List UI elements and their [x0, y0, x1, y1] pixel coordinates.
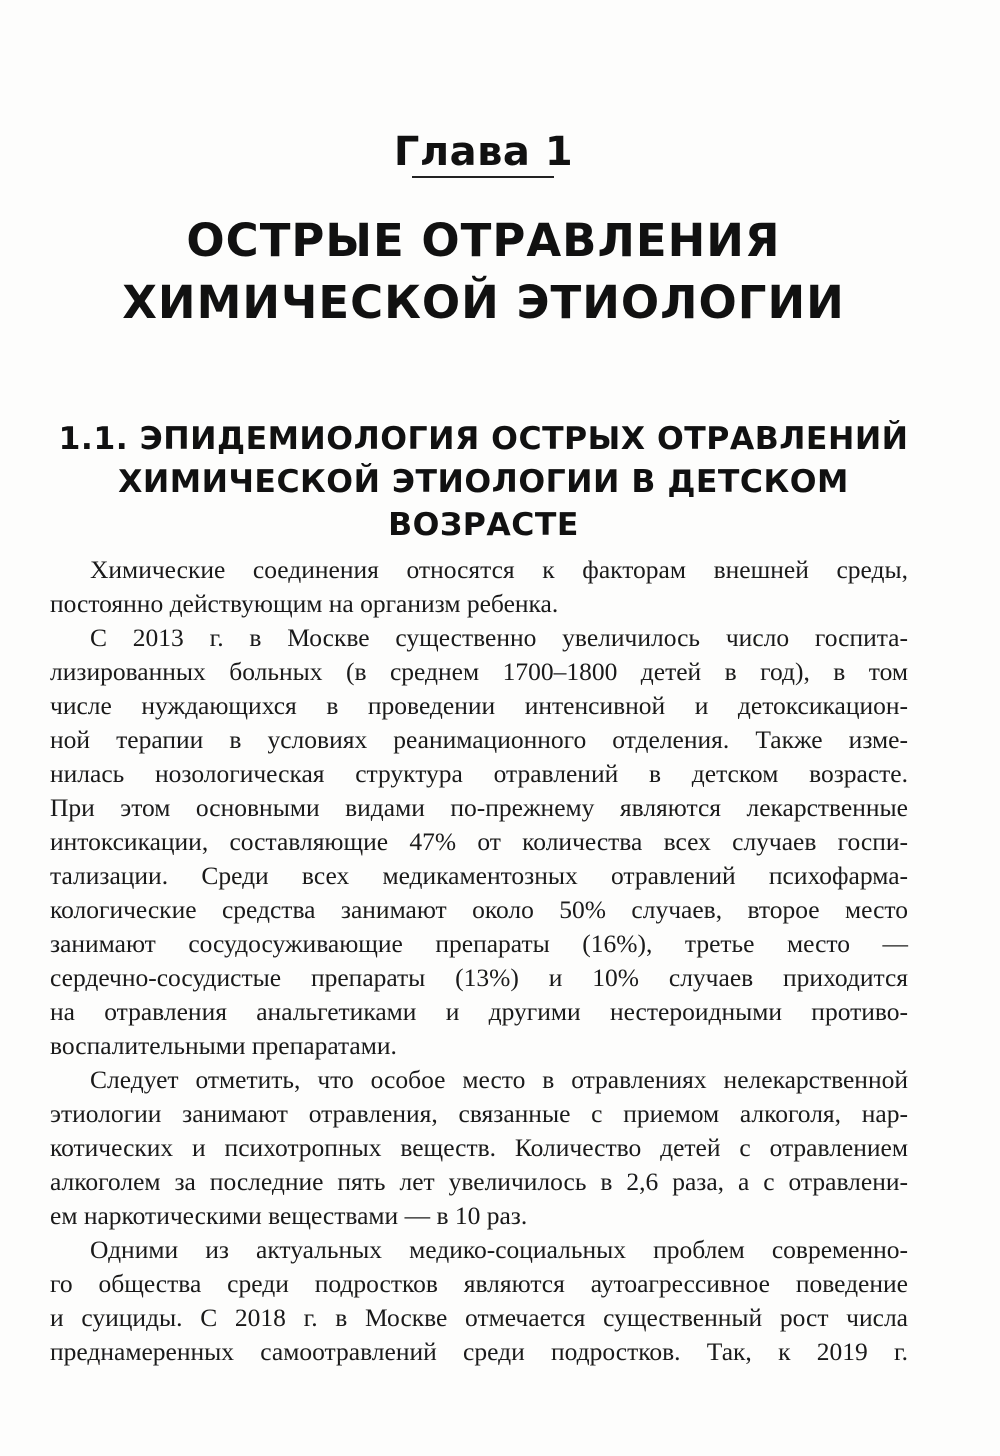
text-line: на отравления анальгетиками и другими нестероидными противо- [50, 997, 908, 1026]
text-line: ной терапии в условиях реанимационного отделения. Также изме- [50, 725, 908, 754]
text-line: числе нуждающихся в проведении интенсивной и детоксикацион- [50, 691, 908, 720]
chapter-label: Глава 1 [393, 129, 574, 175]
text-line: тализации. Среди всех медикаментозных отравлений психофарма- [50, 861, 908, 890]
chapter-title-line: ОСТРЫЕ ОТРАВЛЕНИЯ [186, 214, 781, 267]
section-title-line: ВОЗРАСТЕ [388, 507, 579, 543]
chapter-title [0, 210, 967, 334]
text-line: постоянно действующим на организм ребенка. [50, 589, 559, 618]
text-line: нилась нозологическая структура отравлений в детском возрасте. [50, 759, 908, 788]
text-line: этиологии занимают отравления, связанные с приемом алкоголя, нар- [50, 1099, 908, 1128]
chapter-title-line: ХИМИЧЕСКОЙ ЭТИОЛОГИИ [122, 276, 845, 329]
text-line: ем наркотическими веществами — в 10 раз. [50, 1201, 528, 1230]
paragraph [50, 1233, 908, 1369]
text-line: воспалительными препаратами. [50, 1031, 397, 1060]
chapter-underline [412, 176, 554, 178]
section-title-line: ХИМИЧЕСКОЙ ЭТИОЛОГИИ В ДЕТСКОМ [118, 464, 849, 500]
paragraph [50, 553, 908, 621]
paragraph [50, 621, 908, 1063]
section-title-line: 1.1. ЭПИДЕМИОЛОГИЯ ОСТРЫХ ОТРАВЛЕНИЙ [58, 421, 909, 457]
text-line: котических и психотропных веществ. Количество детей с отравлением [50, 1133, 908, 1162]
text-line: С 2013 г. в Москве существенно увеличилось число госпита- [90, 623, 908, 652]
section-title [0, 418, 967, 547]
text-line: занимают сосудосуживающие препараты (16%), третье место — [50, 929, 908, 958]
text-line: лизированных больных (в среднем 1700–1800 детей в год), в том [50, 657, 908, 686]
body-text [50, 553, 908, 1369]
text-line: кологические средства занимают около 50% случаев, второе место [50, 895, 908, 924]
text-line: При этом основными видами по-прежнему являются лекарственные [50, 793, 908, 822]
text-line: интоксикации, составляющие 47% от количества всех случаев госпи- [50, 827, 908, 856]
text-line: Следует отметить, что особое место в отравлениях нелекарственной [90, 1065, 908, 1094]
paragraph [50, 1063, 908, 1233]
text-line: алкоголем за последние пять лет увеличилось в 2,6 раза, а с отравлени- [50, 1167, 908, 1196]
text-line: и суициды. С 2018 г. в Москве отмечается существенный рост числа [50, 1303, 908, 1332]
text-line: сердечно-сосудистые препараты (13%) и 10% случаев приходится [50, 963, 908, 992]
text-line: го общества среди подростков являются аутоагрессивное поведение [50, 1269, 908, 1298]
text-line: Одними из актуальных медико-социальных проблем современно- [90, 1235, 908, 1264]
text-line: Химические соединения относятся к факторам внешней среды, [90, 555, 908, 584]
text-line: преднамеренных самоотравлений среди подростков. Так, к 2019 г. [50, 1337, 908, 1366]
